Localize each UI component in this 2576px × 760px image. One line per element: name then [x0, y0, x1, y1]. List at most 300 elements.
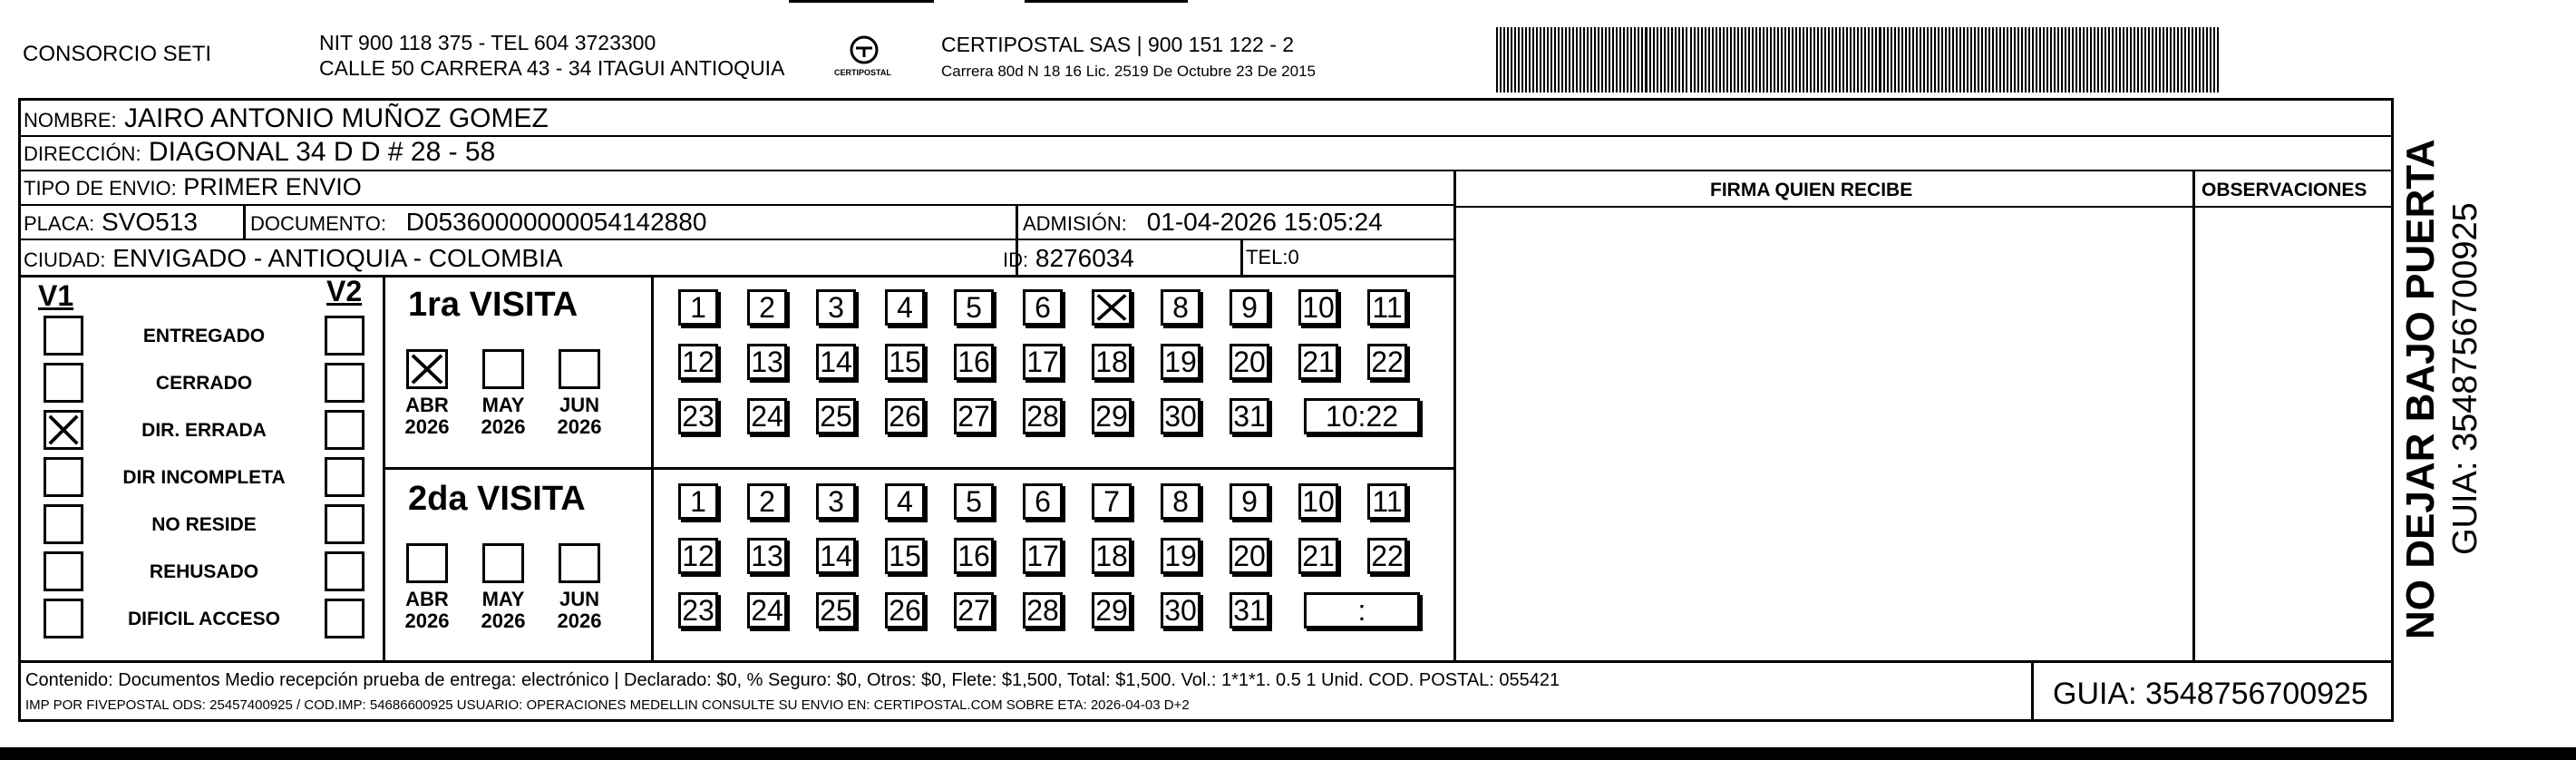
month-name: JUN	[559, 588, 599, 610]
barcode-bar	[2010, 27, 2012, 93]
v2-label: V2	[326, 275, 363, 307]
barcode-bar	[2028, 27, 2030, 93]
barcode-bar	[1514, 27, 1516, 93]
barcode-bar	[1999, 27, 2001, 93]
barcode-bar	[1678, 27, 1680, 93]
barcode-bar	[2126, 27, 2128, 93]
v2-checkbox[interactable]	[325, 551, 365, 591]
admision-label: ADMISIÓN:	[1023, 212, 1127, 235]
barcode-bar	[1496, 27, 1498, 93]
day-box[interactable]: 3	[816, 289, 856, 326]
v1-checkbox[interactable]	[44, 457, 83, 497]
barcode-bar	[2152, 27, 2153, 93]
barcode-bar	[2184, 27, 2186, 93]
day-box[interactable]: 11	[1367, 483, 1407, 520]
documento-label: DOCUMENTO:	[250, 212, 386, 235]
day-box[interactable]: 17	[1023, 538, 1063, 574]
barcode-bar	[1832, 27, 1833, 93]
barcode-bar	[1623, 27, 1625, 93]
barcode-bar	[1532, 27, 1534, 93]
barcode-bar	[1671, 27, 1673, 93]
barcode-bar	[1945, 27, 1947, 93]
day-box[interactable]: 20	[1230, 538, 1269, 574]
barcode-bar	[1697, 27, 1699, 93]
barcode-bar	[1952, 27, 1954, 93]
barcode-bar	[1565, 27, 1567, 93]
side-guia: GUIA: 3548756700925	[2446, 202, 2484, 555]
form-top-border	[18, 98, 2394, 101]
day-box[interactable]: 5	[954, 483, 994, 520]
barcode-bar	[1934, 27, 1936, 93]
barcode-bar	[2065, 27, 2066, 93]
day-box[interactable]: 14	[816, 344, 856, 380]
barcode-bar	[1503, 27, 1505, 93]
ciudad-label: CIUDAD:	[24, 248, 106, 271]
row-divider	[18, 170, 2394, 171]
day-box[interactable]: 10	[1298, 483, 1338, 520]
day-box[interactable]: 31	[1230, 398, 1269, 434]
barcode-bar	[1853, 27, 1855, 93]
barcode-bar	[2054, 27, 2056, 93]
barcode-bar	[1630, 27, 1632, 93]
barcode-bar	[1500, 27, 1502, 93]
month-checkbox[interactable]	[406, 349, 448, 389]
barcode-bar	[1572, 27, 1574, 93]
day-box[interactable]: 17	[1023, 344, 1063, 380]
x-mark-icon	[1094, 292, 1129, 323]
barcode-bar	[1788, 27, 1790, 93]
barcode-bar	[2046, 27, 2048, 93]
x-mark-icon	[46, 413, 81, 447]
firma-column-divider	[1453, 170, 1456, 661]
day-box[interactable]: 19	[1161, 344, 1201, 380]
month-checkbox[interactable]	[559, 349, 600, 389]
ciudad-value: ENVIGADO - ANTIOQUIA - COLOMBIA	[112, 244, 563, 272]
barcode-bar	[1561, 27, 1563, 93]
day-box[interactable]: 24	[747, 592, 787, 628]
v2-checkbox[interactable]	[325, 457, 365, 497]
form-left-border	[18, 98, 21, 722]
barcode-bar	[1898, 27, 1900, 93]
barcode-bar	[1601, 27, 1603, 93]
barcode-bar	[1734, 27, 1735, 93]
barcode-bar	[1536, 27, 1538, 93]
barcode-bar	[1675, 27, 1677, 93]
bottom-thick-bar	[0, 747, 2576, 760]
day-box[interactable]	[1092, 289, 1132, 326]
day-box[interactable]: 12	[678, 538, 718, 574]
day-box[interactable]: 22	[1367, 538, 1407, 574]
barcode-bar	[2173, 27, 2175, 93]
month-label	[397, 395, 457, 438]
barcode-bar	[1682, 27, 1684, 93]
barcode-bar	[1748, 27, 1750, 93]
barcode-bar	[2025, 27, 2027, 93]
nombre-row	[24, 105, 549, 132]
v1-checkbox[interactable]	[44, 504, 83, 544]
day-box[interactable]: 18	[1092, 538, 1132, 574]
barcode-bar	[1992, 27, 1994, 93]
placa-value: SVO513	[102, 208, 198, 236]
barcode-bar	[1737, 27, 1739, 93]
barcode-bar	[1580, 27, 1581, 93]
day-box[interactable]: 19	[1161, 538, 1201, 574]
barcode-bar	[1875, 27, 1877, 93]
barcode-bar	[1985, 27, 1987, 93]
day-box[interactable]: 28	[1023, 398, 1063, 434]
observaciones-area[interactable]	[2196, 209, 2389, 660]
barcode-bar	[1759, 27, 1761, 93]
barcode-bar	[1978, 27, 1979, 93]
day-box[interactable]: 25	[816, 592, 856, 628]
barcode-bar	[1638, 27, 1639, 93]
top-mark-line	[1025, 0, 1188, 3]
observaciones-label: OBSERVACIONES	[2202, 180, 2367, 200]
v1-checkbox[interactable]	[44, 363, 83, 403]
barcode-bar	[1806, 27, 1808, 93]
barcode-bar	[2014, 27, 2016, 93]
nombre-value: JAIRO ANTONIO MUÑOZ GOMEZ	[124, 103, 549, 133]
day-box[interactable]: 20	[1230, 344, 1269, 380]
top-mark-line	[789, 0, 934, 3]
barcode-bar	[2213, 27, 2215, 93]
barcode-bar	[1784, 27, 1786, 93]
form-bottom-border	[18, 719, 2394, 722]
barcode-bar	[1828, 27, 1830, 93]
month-year: 2026	[557, 415, 602, 439]
v2-checkbox[interactable]	[325, 504, 365, 544]
barcode-bar	[1660, 27, 1662, 93]
barcode-bar	[2043, 27, 2045, 93]
day-box[interactable]: 6	[1023, 483, 1063, 520]
form-right-border	[2391, 98, 2394, 722]
barcode-bar	[1774, 27, 1775, 93]
firma-area[interactable]	[1457, 209, 2191, 660]
day-box[interactable]: 7	[1092, 483, 1132, 520]
barcode-bar	[2083, 27, 2085, 93]
v1-checkbox[interactable]	[44, 410, 83, 450]
barcode-bar	[2097, 27, 2099, 93]
placa-row	[24, 209, 198, 235]
barcode-bar	[2170, 27, 2172, 93]
logo-text: CERTIPOSTAL	[834, 68, 891, 77]
barcode-bar	[1850, 27, 1852, 93]
barcode-bar	[1920, 27, 1921, 93]
x-mark-icon	[409, 352, 445, 386]
barcode-bar	[1569, 27, 1570, 93]
barcode-bar	[1835, 27, 1837, 93]
day-box[interactable]: 15	[885, 344, 925, 380]
visit-title: 1ra VISITA	[408, 286, 578, 324]
month-year: 2026	[404, 415, 450, 439]
barcode-bar	[1817, 27, 1819, 93]
barcode-bar	[1518, 27, 1520, 93]
barcode-bar	[1959, 27, 1961, 93]
day-box[interactable]: 5	[954, 289, 994, 326]
tel-value: 0	[1288, 246, 1299, 268]
barcode-bar	[2177, 27, 2179, 93]
v1-checkbox[interactable]	[44, 599, 83, 638]
barcode-bar	[1846, 27, 1848, 93]
month-name: ABR	[405, 588, 449, 610]
documento-value: D05360000000054142880	[405, 208, 707, 236]
ciudad-row	[24, 246, 563, 271]
barcode-bar	[1927, 27, 1929, 93]
status-label: DIR. ERRADA	[141, 420, 267, 441]
barcode-bar	[2181, 27, 2182, 93]
time-box[interactable]: :	[1304, 592, 1420, 628]
barcode-bar	[1949, 27, 1950, 93]
barcode-bar	[1883, 27, 1885, 93]
barcode-bar	[1864, 27, 1866, 93]
barcode-bar	[1752, 27, 1754, 93]
documento-row	[250, 209, 706, 235]
day-box[interactable]: 25	[816, 398, 856, 434]
tel-divider	[1240, 239, 1243, 275]
barcode-bar	[1701, 27, 1703, 93]
barcode-bar	[1547, 27, 1549, 93]
status-label: ENTREGADO	[142, 326, 266, 346]
barcode-bar	[2072, 27, 2074, 93]
barcode-bar	[1609, 27, 1610, 93]
barcode-bar	[2210, 27, 2211, 93]
barcode-bar	[2155, 27, 2157, 93]
time-box[interactable]: 10:22	[1304, 398, 1420, 434]
day-box[interactable]: 8	[1161, 483, 1201, 520]
barcode-bar	[1967, 27, 1968, 93]
direccion-row	[24, 139, 495, 166]
barcode-bar	[1777, 27, 1779, 93]
footer-line-2: IMP POR FIVEPOSTAL ODS: 25457400925 / COD.IMP: 54686600925 USUARIO: OPERACIONES MEDELLIN CONSULTE SU ENVIO EN: CERTIPOSTAL.COM SOBRE ETA: 2026-04-03 D+2	[25, 697, 1190, 713]
day-box[interactable]: 4	[885, 483, 925, 520]
barcode-bar	[1694, 27, 1696, 93]
barcode-bar	[2206, 27, 2208, 93]
tel-label: TEL:	[1246, 246, 1288, 268]
barcode-bar	[1543, 27, 1545, 93]
month-year: 2026	[404, 609, 450, 633]
day-box[interactable]: 13	[747, 538, 787, 574]
day-box[interactable]: 18	[1092, 344, 1132, 380]
day-box[interactable]: 14	[816, 538, 856, 574]
day-box[interactable]: 12	[678, 344, 718, 380]
barcode-bar	[1612, 27, 1614, 93]
id-row	[1003, 246, 1134, 271]
day-box[interactable]: 10	[1298, 289, 1338, 326]
barcode-bar	[1741, 27, 1743, 93]
barcode-bar	[1645, 27, 1648, 93]
side-warning: NO DEJAR BAJO PUERTA	[2398, 139, 2443, 639]
day-box[interactable]: 6	[1023, 289, 1063, 326]
barcode-bar	[1634, 27, 1636, 93]
day-box[interactable]: 8	[1161, 289, 1201, 326]
month-checkbox[interactable]	[559, 543, 600, 583]
barcode-bar	[2017, 27, 2019, 93]
barcode-bar	[1667, 27, 1669, 93]
barcode-bar	[2195, 27, 2197, 93]
v1-checkbox[interactable]	[44, 551, 83, 591]
barcode-bar	[2061, 27, 2063, 93]
barcode-bar	[2130, 27, 2132, 93]
barcode-bar	[1605, 27, 1607, 93]
day-box[interactable]: 13	[747, 344, 787, 380]
day-box[interactable]: 31	[1230, 592, 1269, 628]
barcode-bar	[1616, 27, 1618, 93]
barcode-bar	[1657, 27, 1658, 93]
barcode-bar	[1755, 27, 1757, 93]
month-name: MAY	[481, 588, 525, 610]
day-box[interactable]: 9	[1230, 483, 1269, 520]
day-box[interactable]: 9	[1230, 289, 1269, 326]
certipostal-logo	[832, 34, 896, 80]
day-box[interactable]: 29	[1092, 592, 1132, 628]
day-box[interactable]: 21	[1298, 538, 1338, 574]
barcode-bar	[1708, 27, 1710, 93]
day-box[interactable]: 11	[1367, 289, 1407, 326]
day-box[interactable]: 1	[678, 483, 718, 520]
visit-day-divider	[651, 275, 654, 663]
day-box[interactable]: 29	[1092, 398, 1132, 434]
barcode-bar	[1583, 27, 1585, 93]
month-label	[473, 589, 533, 632]
barcode-bar	[2105, 27, 2106, 93]
barcode-bar	[1653, 27, 1655, 93]
tipo-label: TIPO DE ENVIO:	[24, 177, 177, 200]
v2-checkbox[interactable]	[325, 599, 365, 638]
nit-line-1: NIT 900 118 375 - TEL 604 3723300	[319, 31, 656, 54]
barcode-bar	[1842, 27, 1844, 93]
barcode-bar	[1641, 27, 1643, 93]
barcode-bar	[1716, 27, 1717, 93]
month-label	[397, 589, 457, 632]
barcode-bar	[2199, 27, 2201, 93]
day-box[interactable]: 24	[747, 398, 787, 434]
barcode-bar	[1723, 27, 1725, 93]
month-label	[549, 589, 609, 632]
month-checkbox[interactable]	[406, 543, 448, 583]
barcode-bar	[1894, 27, 1896, 93]
status-label: DIR INCOMPLETA	[122, 467, 286, 488]
footer-guia: GUIA: 3548756700925	[2053, 677, 2368, 711]
barcode-bar	[1824, 27, 1826, 93]
day-box[interactable]: 3	[816, 483, 856, 520]
barcode-bar	[1726, 27, 1728, 93]
barcode-bar	[2115, 27, 2117, 93]
barcode-bar	[2101, 27, 2103, 93]
id-value: 8276034	[1035, 244, 1134, 272]
barcode-bar	[1868, 27, 1870, 93]
day-box[interactable]: 1	[678, 289, 718, 326]
day-box[interactable]: 23	[678, 592, 718, 628]
barcode-bar	[2090, 27, 2092, 93]
barcode-bar	[1627, 27, 1628, 93]
barcode-bar	[2159, 27, 2161, 93]
barcode-bar	[1686, 27, 1687, 93]
v2-checkbox[interactable]	[325, 316, 365, 356]
day-box[interactable]: 15	[885, 538, 925, 574]
barcode-bar	[1981, 27, 1983, 93]
barcode-bar	[2068, 27, 2070, 93]
month-name: MAY	[481, 394, 525, 416]
barcode-bar	[1712, 27, 1714, 93]
barcode-bar	[1745, 27, 1746, 93]
admision-row	[1023, 209, 1383, 235]
barcode-bar	[2202, 27, 2204, 93]
barcode-bar	[2050, 27, 2052, 93]
footer-line-1: Contenido: Documentos Medio recepción prueba de entrega: electrónico | Declarado: $0, % Seguro: $0, Otros: $0, Flete: $1,500, Total: $1,500. Vol.: 1*1*1. 0.5 1 Unid. COD. POSTAL: 055421	[25, 670, 1560, 690]
month-name: JUN	[559, 394, 599, 416]
tipo-row	[24, 175, 362, 200]
barcode-bar	[1912, 27, 1914, 93]
day-box[interactable]: 27	[954, 398, 994, 434]
month-label	[473, 395, 533, 438]
day-box[interactable]: 22	[1367, 344, 1407, 380]
footer-guia-divider	[2031, 660, 2034, 720]
observaciones-column-divider	[2192, 170, 2195, 661]
v1-checkbox[interactable]	[44, 316, 83, 356]
day-box[interactable]: 16	[954, 538, 994, 574]
barcode-bar	[1521, 27, 1523, 93]
footer-top-border	[18, 660, 2394, 663]
barcode-bar	[1861, 27, 1862, 93]
tipo-value: PRIMER ENVIO	[183, 173, 362, 200]
nit-line-2: CALLE 50 CARRERA 43 - 34 ITAGUI ANTIOQUIA	[319, 56, 785, 80]
day-box[interactable]: 2	[747, 289, 787, 326]
day-box[interactable]: 4	[885, 289, 925, 326]
day-box[interactable]: 21	[1298, 344, 1338, 380]
status-label: NO RESIDE	[151, 514, 257, 535]
certipostal-line-1: CERTIPOSTAL SAS | 900 151 122 - 2	[941, 33, 1295, 56]
day-box[interactable]: 28	[1023, 592, 1063, 628]
barcode-bar	[1507, 27, 1509, 93]
month-checkbox[interactable]	[482, 349, 524, 389]
barcode-bar	[1525, 27, 1527, 93]
day-box[interactable]: 30	[1161, 592, 1201, 628]
barcode-bar	[1916, 27, 1918, 93]
day-box[interactable]: 26	[885, 592, 925, 628]
visit-title: 2da VISITA	[408, 480, 586, 518]
month-checkbox[interactable]	[482, 543, 524, 583]
day-box[interactable]: 2	[747, 483, 787, 520]
day-box[interactable]: 26	[885, 398, 925, 434]
barcode-bar	[1598, 27, 1599, 93]
barcode-bar	[1938, 27, 1939, 93]
day-box[interactable]: 27	[954, 592, 994, 628]
barcode-bar	[1587, 27, 1589, 93]
barcode-bar	[1619, 27, 1621, 93]
day-box[interactable]: 23	[678, 398, 718, 434]
barcode-bar	[1550, 27, 1552, 93]
barcode-bar	[2163, 27, 2164, 93]
barcode	[1496, 27, 2221, 93]
direccion-value: DIAGONAL 34 D D # 28 - 58	[148, 137, 496, 167]
v2-checkbox[interactable]	[325, 363, 365, 403]
id-label: ID:	[1003, 248, 1029, 271]
v2-checkbox[interactable]	[325, 410, 365, 450]
certipostal-line-2: Carrera 80d N 18 16 Lic. 2519 De Octubre 23 De 2015	[941, 63, 1316, 80]
barcode-bar	[1821, 27, 1823, 93]
barcode-bar	[1930, 27, 1932, 93]
barcode-bar	[2112, 27, 2114, 93]
barcode-bar	[1871, 27, 1873, 93]
company-name: CONSORCIO SETI	[23, 42, 212, 66]
day-box[interactable]: 16	[954, 344, 994, 380]
day-box[interactable]: 30	[1161, 398, 1201, 434]
row-divider	[18, 275, 1455, 278]
barcode-bar	[1909, 27, 1910, 93]
barcode-bar	[2079, 27, 2081, 93]
barcode-bar	[1540, 27, 1541, 93]
placa-divider	[243, 204, 246, 239]
